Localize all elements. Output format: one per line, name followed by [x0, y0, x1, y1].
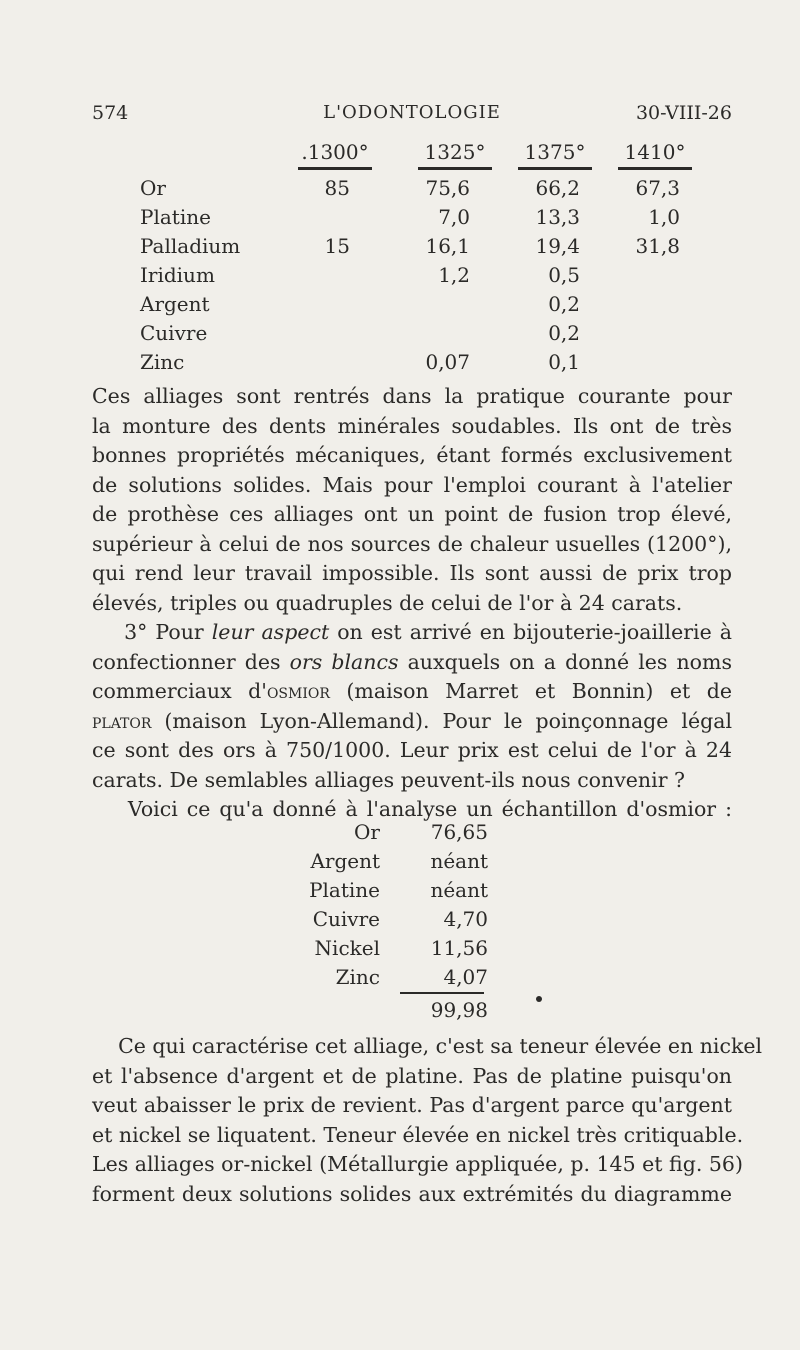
italic-term: leur aspect [211, 620, 330, 644]
column-header: 1375° [510, 140, 600, 164]
cell: 1,2 [438, 263, 470, 287]
page-number: 574 [92, 102, 129, 124]
cell: 75,6 [425, 176, 470, 200]
text-line: veut abaisser le prix de revient. Pas d'argent parce qu'argent [92, 1093, 732, 1117]
column-header: 1325° [410, 140, 500, 164]
element-label: Nickel [314, 936, 380, 960]
cell: 16,1 [425, 234, 470, 258]
text-line: plator (maison Lyon-Allemand). Pour le poinçonnage légal [92, 708, 732, 733]
cell: 85 [324, 176, 350, 200]
element-value: 11,56 [430, 936, 488, 960]
table-row [140, 234, 740, 264]
text-line: Ces alliages sont rentrés dans la pratique courante pour [92, 384, 732, 408]
paragraph-alloys-usage [92, 382, 732, 618]
text-line: élevés, triples ou quadruples de celui de l'or à 24 carats. [92, 590, 683, 615]
cell: 7,0 [438, 205, 470, 229]
running-header [92, 102, 732, 132]
text-line: et nickel se liquatent. Teneur élevée en nickel très critiquable. [92, 1122, 744, 1147]
element-label: Argent [310, 849, 380, 873]
element-label: Cuivre [312, 907, 380, 931]
table-row [140, 321, 740, 351]
text-line: forment deux solutions solides aux extrémités du diagramme [92, 1181, 732, 1206]
column-header: .1300° [290, 140, 380, 164]
table-row [140, 292, 740, 322]
row-label: Platine [140, 205, 211, 229]
cell: 66,2 [535, 176, 580, 200]
text-line: commerciaux d'osmior (maison Marret et Bonnin) et de [92, 679, 733, 703]
ink-speck [536, 996, 542, 1002]
paragraph-characterization [92, 1032, 763, 1209]
text-line: Les alliages or-nickel (Métallurgie appliquée, p. 145 et fig. 56) [92, 1152, 743, 1176]
row-label: Zinc [140, 350, 185, 374]
table-row [140, 176, 740, 206]
row-label: Or [140, 176, 166, 200]
text-line: la monture des dents minérales soudables. Ils ont de très [92, 413, 732, 438]
column-header: 1410° [610, 140, 700, 164]
element-value: 4,07 [443, 965, 488, 989]
brand-name: osmior [266, 679, 330, 703]
journal-title: L'ODONTOLOGIE [323, 102, 501, 123]
table-row [140, 350, 740, 380]
brand-name: plator [92, 708, 152, 733]
table-row [240, 965, 560, 995]
italic-term: ors blancs [289, 649, 399, 674]
total-row [240, 998, 560, 1028]
table-row [140, 263, 740, 293]
cell: 67,3 [635, 176, 680, 200]
text-line: Voici ce qu'a donné à l'analyse un échantillon d'osmior : [127, 797, 732, 821]
text-line: confectionner des ors blancs auxquels on a donné les noms [92, 649, 732, 674]
element-value: 76,65 [430, 820, 488, 844]
table-row [240, 878, 560, 908]
text-line: Ce qui caractérise cet alliage, c'est sa teneur élevée en nickel [118, 1034, 763, 1058]
cell: 19,4 [535, 234, 580, 258]
text-line: bonnes propriétés mécaniques, étant formés exclusivement [92, 443, 732, 467]
table-row [240, 849, 560, 879]
text-line: de solutions solides. Mais pour l'emploi courant à l'atelier [92, 472, 732, 497]
row-label: Cuivre [140, 321, 208, 345]
text-line: de prothèse ces alliages ont un point de fusion trop élevé, [92, 502, 732, 526]
cell: 15 [324, 234, 350, 258]
text-line: ce sont des ors à 750/1000. Leur prix est celui de l'or à 24 [92, 738, 732, 762]
cell: 0,5 [548, 263, 580, 287]
element-label: Zinc [335, 965, 380, 989]
element-value: 4,70 [443, 907, 488, 931]
text-line: supérieur à celui de nos sources de chaleur usuelles (1200°), [92, 531, 732, 556]
cell: 0,2 [548, 292, 580, 316]
table-row [240, 820, 560, 850]
cell: 31,8 [635, 234, 680, 258]
cell: 0,1 [548, 350, 580, 374]
cell: 1,0 [648, 205, 680, 229]
table-row [240, 907, 560, 937]
row-label: Iridium [140, 263, 215, 287]
text-line: 3° Pour leur aspect on est arrivé en bijouterie-joaillerie à [124, 620, 732, 644]
cell: 0,07 [425, 350, 470, 374]
sum-rule [400, 992, 484, 994]
element-label: Or [354, 820, 380, 844]
text-line: et l'absence d'argent et de platine. Pas de platine puisqu'on [92, 1063, 732, 1088]
table-row [140, 205, 740, 235]
cell: 0,2 [548, 321, 580, 345]
cell: 13,3 [535, 205, 580, 229]
text-line: carats. De semlables alliages peuvent-ils nous convenir ? [92, 767, 685, 792]
row-label: Palladium [140, 234, 241, 258]
element-value: néant [430, 878, 488, 902]
element-value: néant [430, 849, 488, 873]
table-row [240, 936, 560, 966]
issue-date: 30-VIII-26 [635, 102, 732, 124]
paragraph-white-gold [92, 618, 732, 825]
text-line: qui rend leur travail impossible. Ils sont aussi de prix trop [92, 561, 732, 585]
row-label: Argent [140, 292, 210, 316]
total-value: 99,98 [430, 998, 488, 1022]
element-label: Platine [309, 878, 380, 902]
